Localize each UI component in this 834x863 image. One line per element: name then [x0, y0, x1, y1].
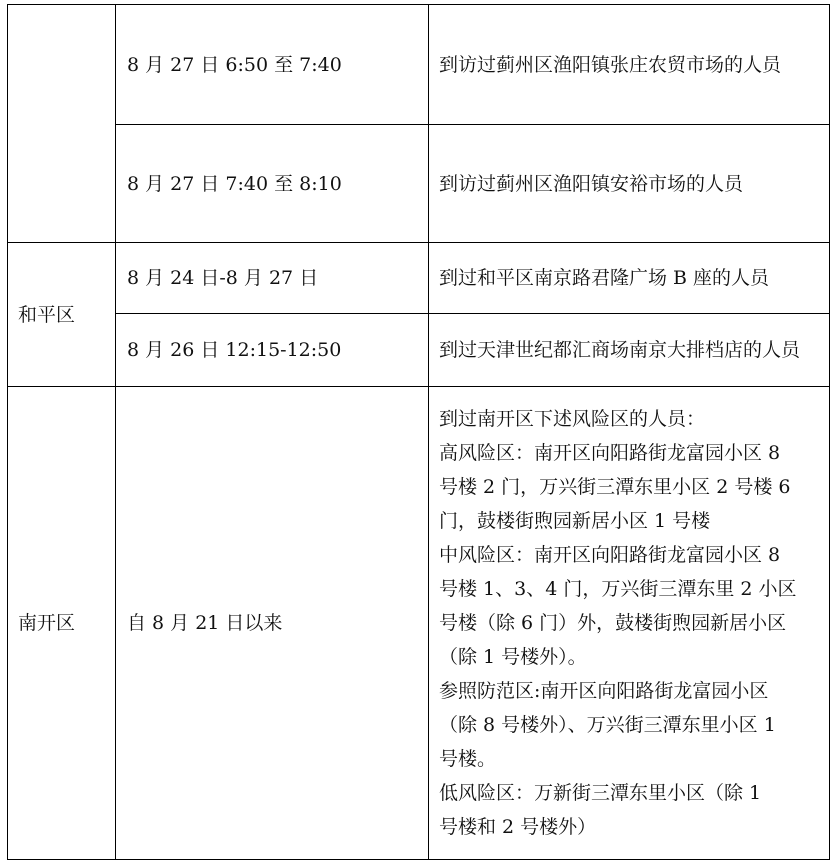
description-line: 参照防范区:南开区向阳路街龙富园小区: [439, 680, 769, 702]
time-cell: 8 月 27 日 6:50 至 7:40: [116, 5, 429, 125]
description-line: 高风险区：南开区向阳路街龙富园小区 8: [439, 442, 781, 464]
description-line: 号楼 2 门，万兴街三潭东里小区 2 号楼 6: [439, 476, 791, 498]
district-cell: 南开区: [8, 387, 116, 860]
description-line: 号楼 1、3、4 门，万兴街三潭东里 2 小区: [439, 578, 797, 600]
description-cell: 到过和平区南京路君隆广场 B 座的人员: [429, 243, 830, 314]
description-line: （除 8 号楼外）、万兴街三潭东里小区 1: [439, 714, 776, 736]
description-line: 门，鼓楼街煦园新居小区 1 号楼: [439, 510, 711, 532]
description-line: 到过南开区下述风险区的人员：: [439, 408, 706, 430]
time-cell: 8 月 26 日 12:15-12:50: [116, 314, 429, 387]
time-cell: 8 月 24 日-8 月 27 日: [116, 243, 429, 314]
description-line: 中风险区：南开区向阳路街龙富园小区 8: [439, 544, 781, 566]
description-line: 低风险区：万新街三潭东里小区（除 1: [439, 782, 762, 804]
time-cell: 自 8 月 21 日以来: [116, 387, 429, 860]
district-cell-empty: [8, 5, 116, 243]
description-line: 号楼。: [439, 748, 497, 770]
description-line: （除 1 号楼外）。: [439, 646, 587, 668]
description-cell: 到访过蓟州区渔阳镇安裕市场的人员: [429, 125, 830, 243]
description-cell: 到访过蓟州区渔阳镇张庄农贸市场的人员: [429, 5, 830, 125]
table-row: [8, 314, 830, 387]
time-cell: 8 月 27 日 7:40 至 8:10: [116, 125, 429, 243]
description-cell-multiline: [429, 387, 830, 860]
table-row: [8, 387, 830, 860]
district-cell: 和平区: [8, 243, 116, 387]
table-row: [8, 5, 830, 125]
description-line: 号楼和 2 号楼外）: [439, 816, 597, 838]
description-line: 号楼（除 6 门）外，鼓楼街煦园新居小区: [439, 612, 787, 634]
table-row: [8, 243, 830, 314]
risk-area-table: [7, 4, 830, 860]
description-cell: 到过天津世纪都汇商场南京大排档店的人员: [429, 314, 830, 387]
table-row: [8, 125, 830, 243]
